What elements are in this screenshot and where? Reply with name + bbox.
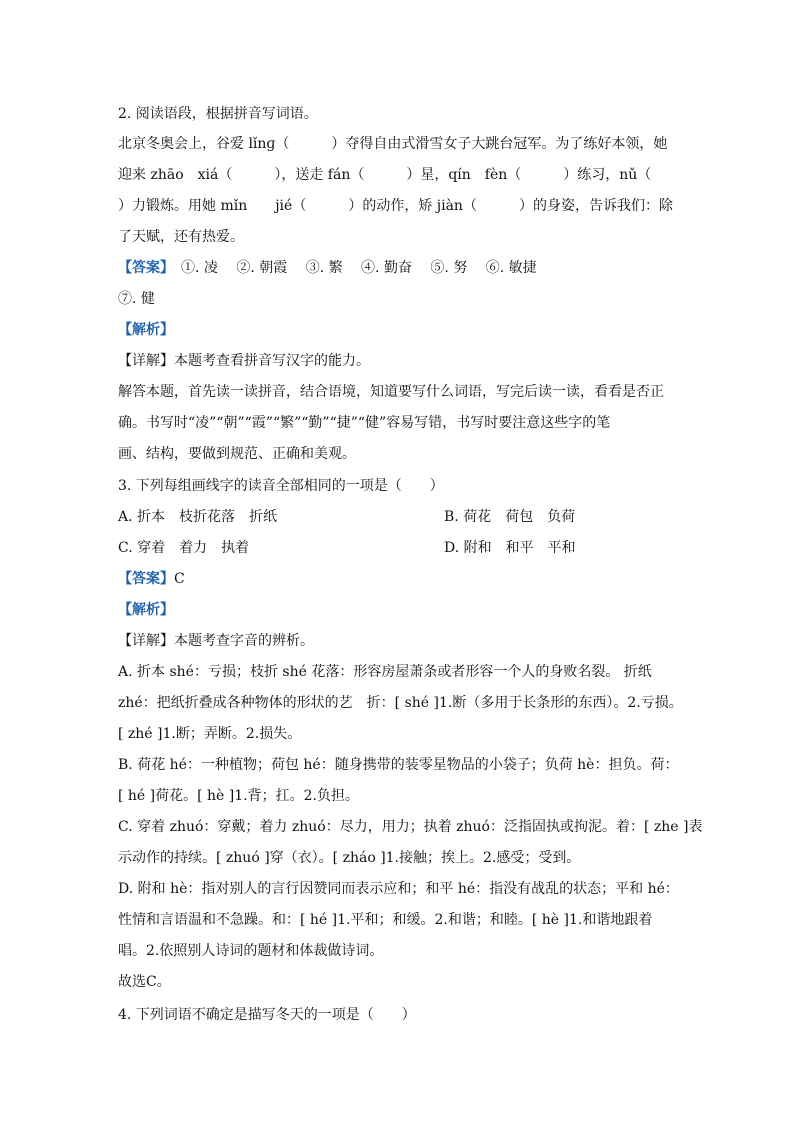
answer-tag: 【答案】 (118, 571, 174, 587)
q3-detail: 本题考查字音的辨析。 (174, 633, 314, 649)
q2-answer-row (118, 258, 698, 278)
q3-option-d: D. 附和 和平 平和 (444, 540, 576, 556)
q2-passage-line-2: 迎来 zhāo xiá（ ），送走 fán（ ）星，qín fèn（ ）练习，nǔ（ (118, 167, 652, 183)
answer-tag: 【答案】 (118, 260, 167, 276)
detail-tag: 【详解】 (118, 633, 174, 649)
q3-explanation-7: 示动作的持续。[ zhuó ]穿（衣）。[ zháo ]1.接触；挨上。2.感受；受到。 (118, 850, 581, 866)
q3-answer-row (118, 569, 698, 589)
q2-explanation-1: 解答本题，首先读一读拼音，结合语境，知道要写什么词语，写完后读一读，看看是否正 (118, 384, 664, 400)
q3-conclusion: 故选C。 (118, 974, 171, 990)
q3-option-a: A. 折本 枝折花落 折纸 (118, 509, 278, 525)
q3-explanation-5: [ hé ]荷花。[ hè ]1.背；扛。2.负担。 (118, 788, 359, 804)
q3-explanation-6: C. 穿着 zhuó：穿戴；着力 zhuó：尽力，用力；执着 zhuó：泛指固执或拘泥。着：[ zhe ]表 (118, 819, 703, 835)
q3-answer: C (174, 571, 185, 587)
q2-answer-line-2: ⑦. 健 (118, 291, 155, 307)
q2-analysis-tag: 【解析】 (118, 322, 174, 338)
q2-answer: ①. 凌 ②. 朝霞 ③. 繁 ④. 勤奋 ⑤. 努 ⑥. 敏捷 (167, 260, 537, 276)
q2-explanation-2: 确。书写时“凌”“朝”“霞”“繁”“勤”“捷”“健”容易写错，书写时要注意这些字的笔 (118, 415, 611, 431)
q3-explanation-2: zhé：把纸折叠成各种物体的形状的艺 折：[ shé ]1.断（多用于长条形的东西）。2.亏损。 (118, 695, 683, 711)
q2-passage-line-3: ）力锻炼。用她 mǐn jié（ ）的动作，矫 jiàn（ ）的身姿，告诉我们：除 (118, 198, 673, 214)
q3-explanation-4: B. 荷花 hé：一种植物；荷包 hé：随身携带的装零星物品的小袋子；负荷 hè：担负。荷： (118, 757, 679, 773)
q3-explanation-9: 性情和言语温和不急躁。和：[ hé ]1.平和；和缓。2.和谐；和睦。[ hè ]1.和谐地跟着 (118, 912, 653, 928)
q3-explanation-1: A. 折本 shé：亏损；枝折 shé 花落：形容房屋萧条或者形容一个人的身败名裂。 折纸 (118, 664, 652, 680)
q2-passage-line-4: 了天赋，还有热爱。 (118, 229, 244, 245)
q3-option-b: B. 荷花 荷包 负荷 (444, 509, 576, 525)
q4-title: 4. 下列词语不确定是描写冬天的一项是（ ） (118, 1007, 416, 1023)
q3-option-c: C. 穿着 着力 执着 (118, 540, 250, 556)
q2-passage-line-1: 北京冬奥会上，谷爱 lǐnɡ（ ）夺得自由式滑雪女子大跳台冠军。为了练好本领，她 (118, 136, 668, 152)
q2-detail-row (118, 351, 698, 371)
q3-analysis-tag: 【解析】 (118, 602, 174, 618)
q3-detail-row (118, 631, 698, 651)
q3-explanation-3: [ zhé ]1.断；弄断。2.损失。 (118, 726, 302, 742)
q3-explanation-8: D. 附和 hè：指对别人的言行因赞同而表示应和；和平 hé：指没有战乱的状态；平和 hé： (118, 881, 679, 897)
q2-title: 2. 阅读语段，根据拼音写词语。 (118, 106, 318, 122)
q2-detail: 本题考查看拼音写汉字的能力。 (174, 353, 370, 369)
q3-explanation-10: 唱。2.依照别人诗词的题材和体裁做诗词。 (118, 943, 384, 959)
detail-tag: 【详解】 (118, 353, 174, 369)
q3-title: 3. 下列每组画线字的读音全部相同的一项是（ ） (118, 478, 444, 494)
q2-explanation-3: 画、结构，要做到规范、正确和美观。 (118, 446, 356, 462)
